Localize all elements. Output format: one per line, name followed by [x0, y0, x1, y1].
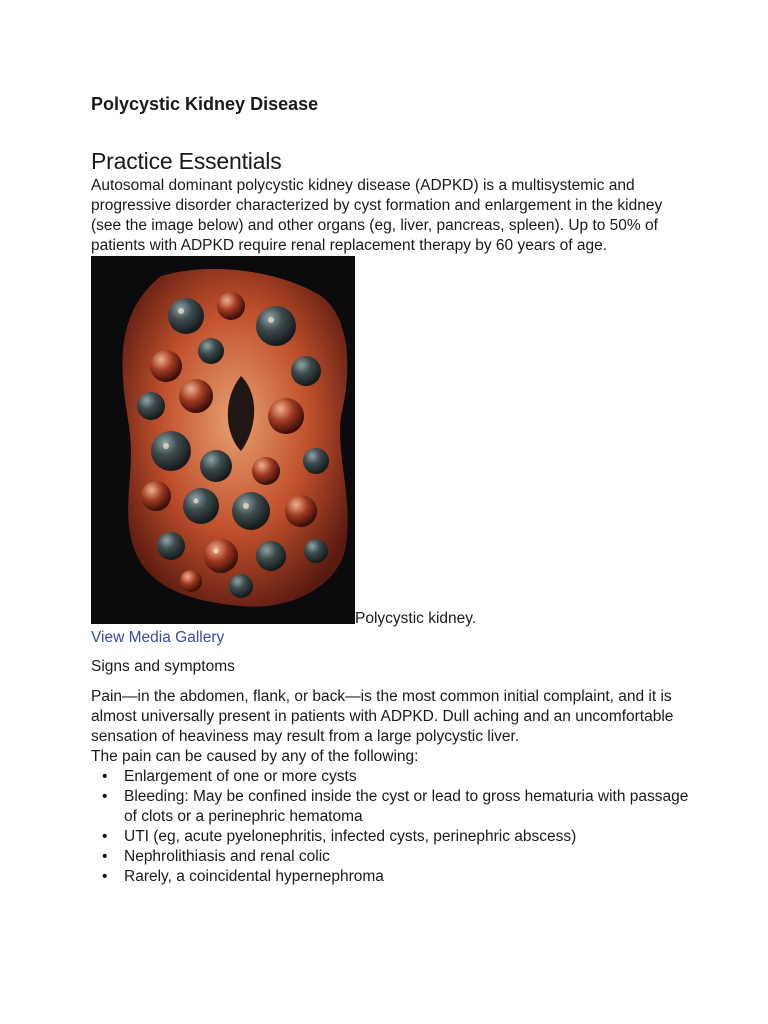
- list-item: [91, 827, 691, 847]
- pain-paragraph: Pain—in the abdomen, flank, or back—is the most common initial complaint, and it is almost universally present in patients with ADPKD. Dull aching and an uncomfortable sensation of heaviness may result from a large polycystic liver.: [91, 688, 674, 745]
- figure-caption: Polycystic kidney.: [355, 610, 477, 627]
- polycystic-kidney-illustration: [91, 256, 355, 624]
- causes-list: [91, 767, 691, 887]
- polycystic-kidney-photo: [91, 256, 355, 624]
- bullet-icon: •: [102, 828, 108, 845]
- document-page: [91, 92, 691, 887]
- list-item-text: Bleeding: May be confined inside the cyst or lead to gross hematuria with passage of clots or a perinephric hematoma: [124, 788, 689, 825]
- bullet-icon: •: [102, 788, 108, 805]
- view-media-gallery-link[interactable]: View Media Gallery: [91, 629, 225, 646]
- list-item-text: Nephrolithiasis and renal colic: [124, 848, 330, 865]
- list-item: [91, 847, 691, 867]
- causes-intro: The pain can be caused by any of the following:: [91, 748, 419, 765]
- bullet-icon: •: [102, 848, 108, 865]
- list-item-text: UTI (eg, acute pyelonephritis, infected cysts, perinephric abscess): [124, 828, 577, 845]
- document-title: Polycystic Kidney Disease: [91, 94, 319, 114]
- list-item-text: Rarely, a coincidental hypernephroma: [124, 868, 384, 885]
- list-item: [91, 867, 691, 887]
- bullet-icon: •: [102, 868, 108, 885]
- intro-paragraph: Autosomal dominant polycystic kidney disease (ADPKD) is a multisystemic and progressive disorder characterized by cyst formation and enlargement in the kidney (see the image below) and other organs (eg, liver, pancreas, spleen). Up to 50% of patients with ADPKD require renal replacement therapy by 60 years of age.: [91, 177, 663, 254]
- figure: [91, 256, 691, 627]
- list-item: [91, 787, 691, 827]
- bullet-icon: •: [102, 768, 108, 785]
- section-heading-practice-essentials: Practice Essentials: [91, 148, 282, 174]
- signs-and-symptoms-heading: Signs and symptoms: [91, 658, 235, 675]
- list-item-text: Enlargement of one or more cysts: [124, 768, 357, 785]
- list-item: [91, 767, 691, 787]
